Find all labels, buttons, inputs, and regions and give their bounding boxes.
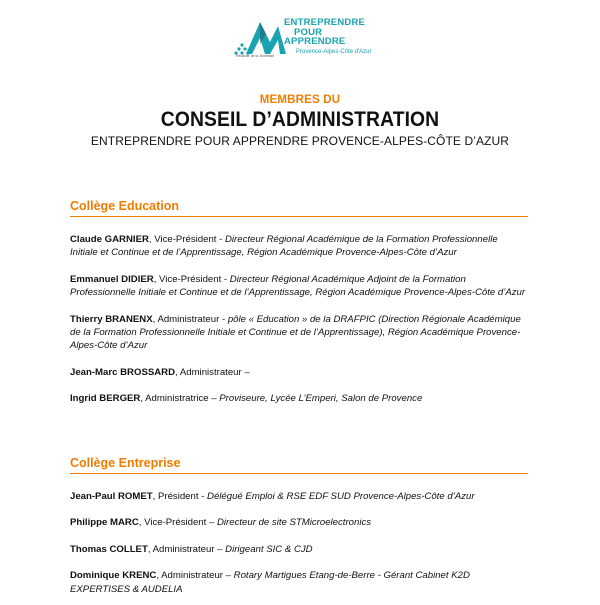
member-description: Proviseure, Lycée L’Emperi, Salon de Provence (219, 393, 423, 405)
member-item (70, 366, 528, 379)
member-description: Directeur de site STMicroelectronics (216, 517, 372, 529)
section-heading: Collège Entreprise (70, 456, 528, 474)
member-role: , Administrateur – (156, 570, 234, 582)
member-description: Directeur Régional Académique Adjoint de la Formation Professionnelle Initiale et Continue et de l’Apprentissage, Région Académique Provence-Alpes-Côte d’Azur (70, 273, 526, 299)
member-role: , Président - (152, 491, 208, 502)
member-name: Philippe MARC (70, 517, 139, 529)
member-role: , Vice-Président – (138, 517, 217, 529)
member-name: Claude GARNIER (70, 234, 149, 245)
member-role: , Administrateur – (175, 366, 250, 378)
section-heading: Collège Education (70, 199, 528, 217)
member-item (70, 516, 528, 529)
member-role: , Administrateur – (147, 543, 226, 555)
member-name: Thierry BRANENX (70, 313, 153, 325)
member-item (70, 490, 528, 503)
member-description: Rotary Martigues Etang-de-Berre - Gérant Cabinet K2D EXPERTISES & AUDELIA (70, 570, 470, 595)
logo-line-1: ENTREPRENDRE (284, 17, 366, 28)
section-entreprise (70, 456, 528, 596)
page-subtitle: ENTREPRENDRE POUR APPRENDRE PROVENCE-ALPES-CÔTE D’AZUR (90, 134, 510, 148)
member-role: , Vice-Président - (148, 234, 225, 245)
member-description: Directeur Régional Académique de la Formation Professionnelle Initiale et Continue et de l’Apprentissage, Région Académique Provence-Alpes-Côte d’Azur (70, 234, 498, 259)
member-role: , Administratrice – (140, 393, 220, 405)
section-education (70, 199, 528, 406)
member-description: Délégué Emploi & RSE EDF SUD Provence-Alpes-Côte d’Azur (207, 491, 475, 502)
member-description: Dirigeant SIC & CJD (225, 543, 313, 555)
page-title: CONSEIL D’ADMINISTRATION (160, 108, 440, 131)
member-name: Thomas COLLET (70, 543, 148, 555)
logo-tagline: Réussite de la Jeunesse (236, 54, 275, 58)
logo-line-3: APPRENDRE (284, 36, 346, 47)
header-kicker: MEMBRES DU (259, 94, 341, 106)
member-item (70, 233, 528, 260)
member-name: Jean-Marc BROSSARD (70, 366, 176, 378)
member-role: , Administrateur - (152, 313, 228, 325)
member-item (70, 543, 528, 556)
member-name: Dominique KRENC (70, 570, 157, 582)
member-item (70, 313, 528, 353)
member-item (70, 273, 528, 300)
member-item (70, 392, 528, 405)
member-role: , Vice-Président - (153, 273, 230, 285)
logo-region: Provence-Alpes-Côte d'Azur (296, 48, 372, 55)
member-description: pôle « Education » de la DRAFPIC (Direction Régionale Académique de la Formation Professionnelle Initiale et Continue et de l’Apprentissage), Région Académique Provence-Alpes-Côte d’Azur (70, 313, 521, 352)
logo-line-2: POUR (294, 26, 323, 38)
member-name: Jean-Paul ROMET (70, 491, 153, 502)
member-name: Ingrid BERGER (70, 393, 141, 405)
member-name: Emmanuel DIDIER (70, 273, 154, 285)
member-item (70, 569, 528, 596)
title-block (0, 94, 600, 148)
